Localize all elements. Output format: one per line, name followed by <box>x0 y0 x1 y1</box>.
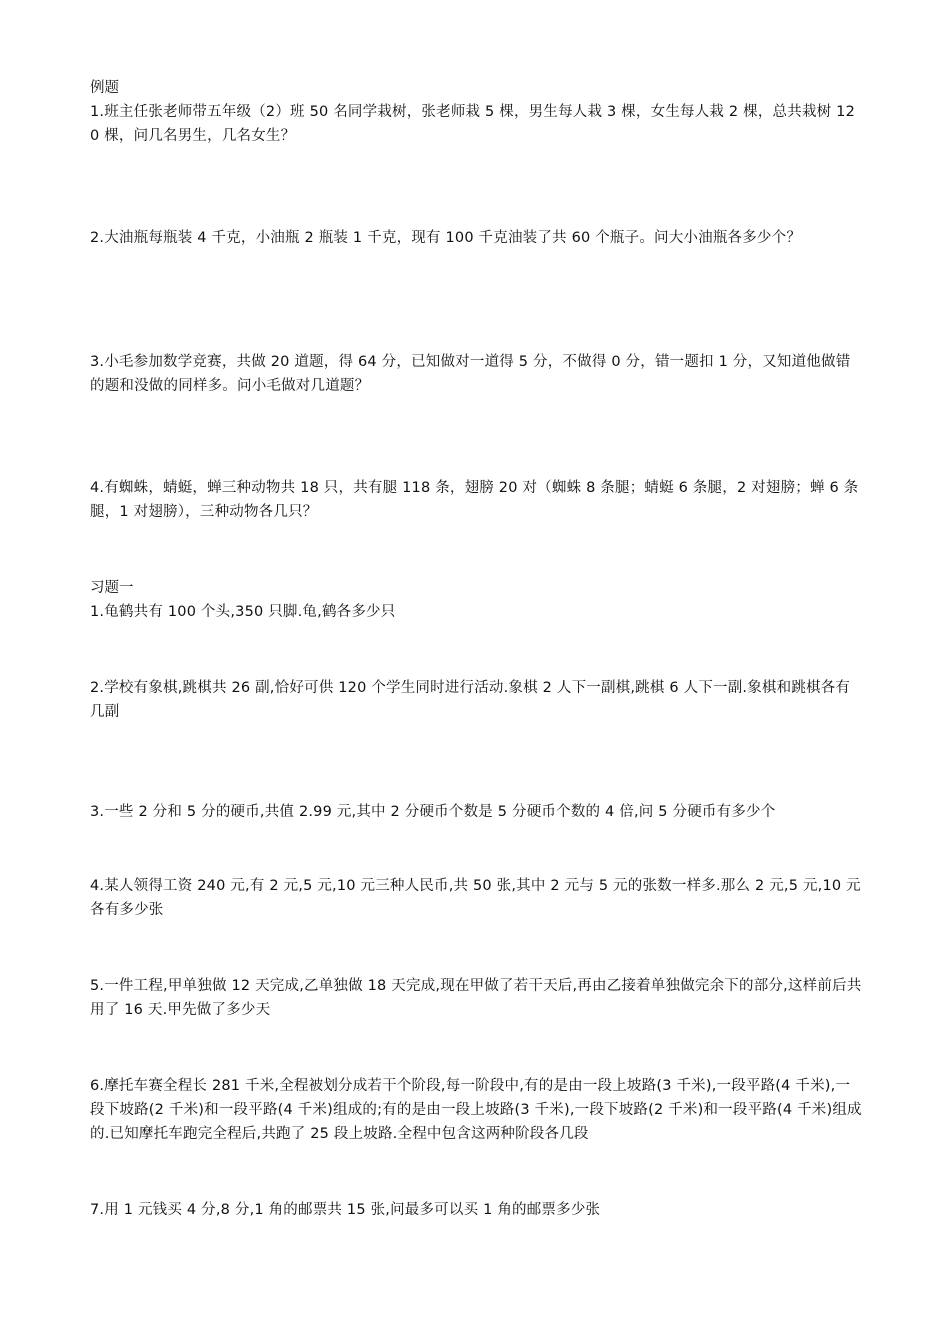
exercise-problem-3: 3.一些 2 分和 5 分的硬币,共值 2.99 元,其中 2 分硬币个数是 5 分硬币个数的 4 倍,问 5 分硬币有多少个 <box>90 804 776 820</box>
example-problem-2: 2.大油瓶每瓶装 4 千克，小油瓶 2 瓶装 1 千克，现有 100 千克油装了共 60 个瓶子。问大小油瓶各多少个？ <box>90 230 802 246</box>
example-problem-3: 3.小毛参加数学竞赛，共做 20 道题，得 64 分，已知做对一道得 5 分，不做得 0 分，错一题扣 1 分，又知道他做错的题和没做的同样多。问小毛做对几道题？ <box>90 354 851 394</box>
example-problem-1: 1.班主任张老师带五年级（2）班 50 名同学栽树，张老师栽 5 棵，男生每人栽 3 棵，女生每人栽 2 棵，总共栽树 120 棵，问几名男生，几名女生？ <box>90 104 856 144</box>
exercise-problem-1: 1.龟鹤共有 100 个头,350 只脚.龟,鹤各多少只 <box>90 604 396 620</box>
section-title-exercises: 习题一 <box>90 580 134 596</box>
exercise-problem-5: 5.一件工程,甲单独做 12 天完成,乙单独做 18 天完成,现在甲做了若干天后,再由乙接着单独做完余下的部分,这样前后共用了 16 天.甲先做了多少天 <box>90 978 862 1018</box>
exercise-problem-6: 6.摩托车赛全程长 281 千米,全程被划分成若干个阶段,每一阶段中,有的是由一段上坡路(3 千米),一段平路(4 千米),一段下坡路(2 千米)和一段平路(4 千米)组成的;有的是由一段上坡路(3 千米),一段下坡路(2 千米)和一段平路(4 千米)组成的.已知摩托车跑完全程后,共跑了 25 段上坡路.全程中包含这两种阶段各几段 <box>90 1078 862 1142</box>
exercise-problem-2: 2.学校有象棋,跳棋共 26 副,恰好可供 120 个学生同时进行活动.象棋 2 人下一副棋,跳棋 6 人下一副.象棋和跳棋各有几副 <box>90 680 851 720</box>
section-title-examples: 例题 <box>90 80 119 96</box>
exercise-problem-4: 4.某人领得工资 240 元,有 2 元,5 元,10 元三种人民币,共 50 张,其中 2 元与 5 元的张数一样多.那么 2 元,5 元,10 元各有多少张 <box>90 878 861 918</box>
example-problem-4: 4.有蜘蛛，蜻蜓，蝉三种动物共 18 只，共有腿 118 条，翅膀 20 对（蜘蛛 8 条腿；蜻蜓 6 条腿，2 对翅膀；蝉 6 条腿，1 对翅膀），三种动物各几只？ <box>90 480 859 520</box>
exercise-problem-7: 7.用 1 元钱买 4 分,8 分,1 角的邮票共 15 张,问最多可以买 1 角的邮票多少张 <box>90 1202 601 1218</box>
